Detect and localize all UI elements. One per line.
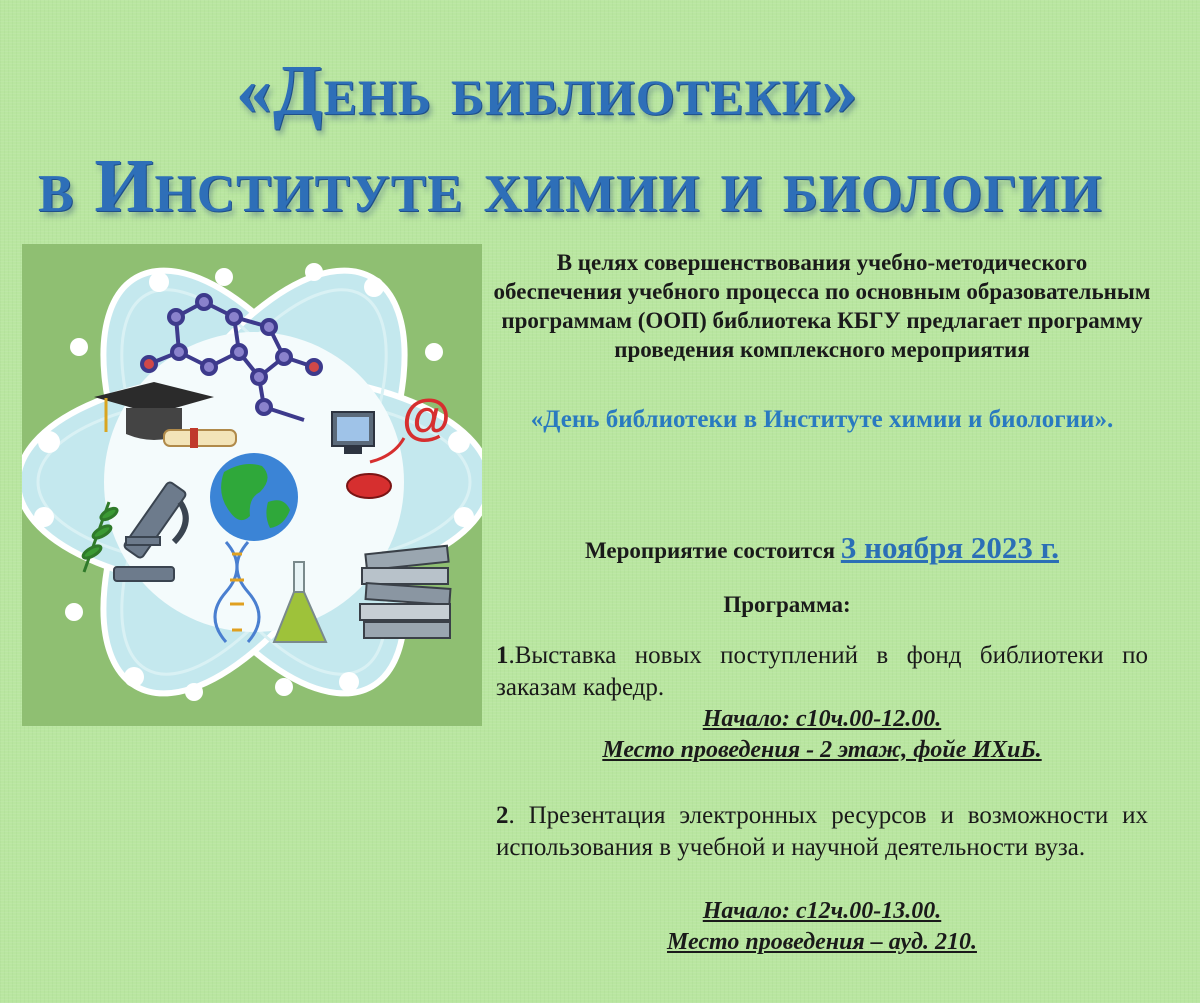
program-item <box>496 640 1148 704</box>
program-item-start: Начало: с12ч.00-13.00. <box>702 898 942 924</box>
program-item-number: 2 <box>496 802 509 829</box>
program-item-text: .Выставка новых поступлений в фонд библиотеки по заказам кафедр. <box>496 642 1148 701</box>
program-item-place: Место проведения - 2 этаж, фойе ИХиБ. <box>602 737 1042 763</box>
science-illustration <box>22 244 482 726</box>
event-name: «День библиотеки в Институте химии и биологии». <box>530 406 1114 433</box>
program-item-place: Место проведения – ауд. 210. <box>667 929 977 955</box>
title-line-2: в Институте химии и биологии <box>38 144 1103 228</box>
program-heading: Программа: <box>723 592 851 617</box>
at-sign-icon <box>402 389 451 445</box>
date-prefix: Мероприятие состоится <box>585 538 836 563</box>
title-line-1: «День библиотеки» <box>236 50 859 130</box>
svg-text:@: @ <box>402 389 451 445</box>
books-icon <box>360 546 450 638</box>
program-item-text: . Презентация электронных ресурсов и возможности их использования в учебной и научной деятельности вуза. <box>496 802 1148 861</box>
program-item-number: 1 <box>496 642 509 669</box>
program-item <box>496 800 1148 864</box>
event-date: 3 ноября 2023 г. <box>840 530 1059 565</box>
intro-paragraph: В целях совершенствования учебно-методического обеспечения учебного процесса по основным образовательным программам (ООП) библиотека КБГУ предлагает программу проведения комплексного мероприятия <box>493 250 1151 362</box>
program-item-start: Начало: с10ч.00-12.00. <box>702 706 942 732</box>
globe-icon <box>210 453 298 541</box>
date-line <box>492 528 1152 571</box>
